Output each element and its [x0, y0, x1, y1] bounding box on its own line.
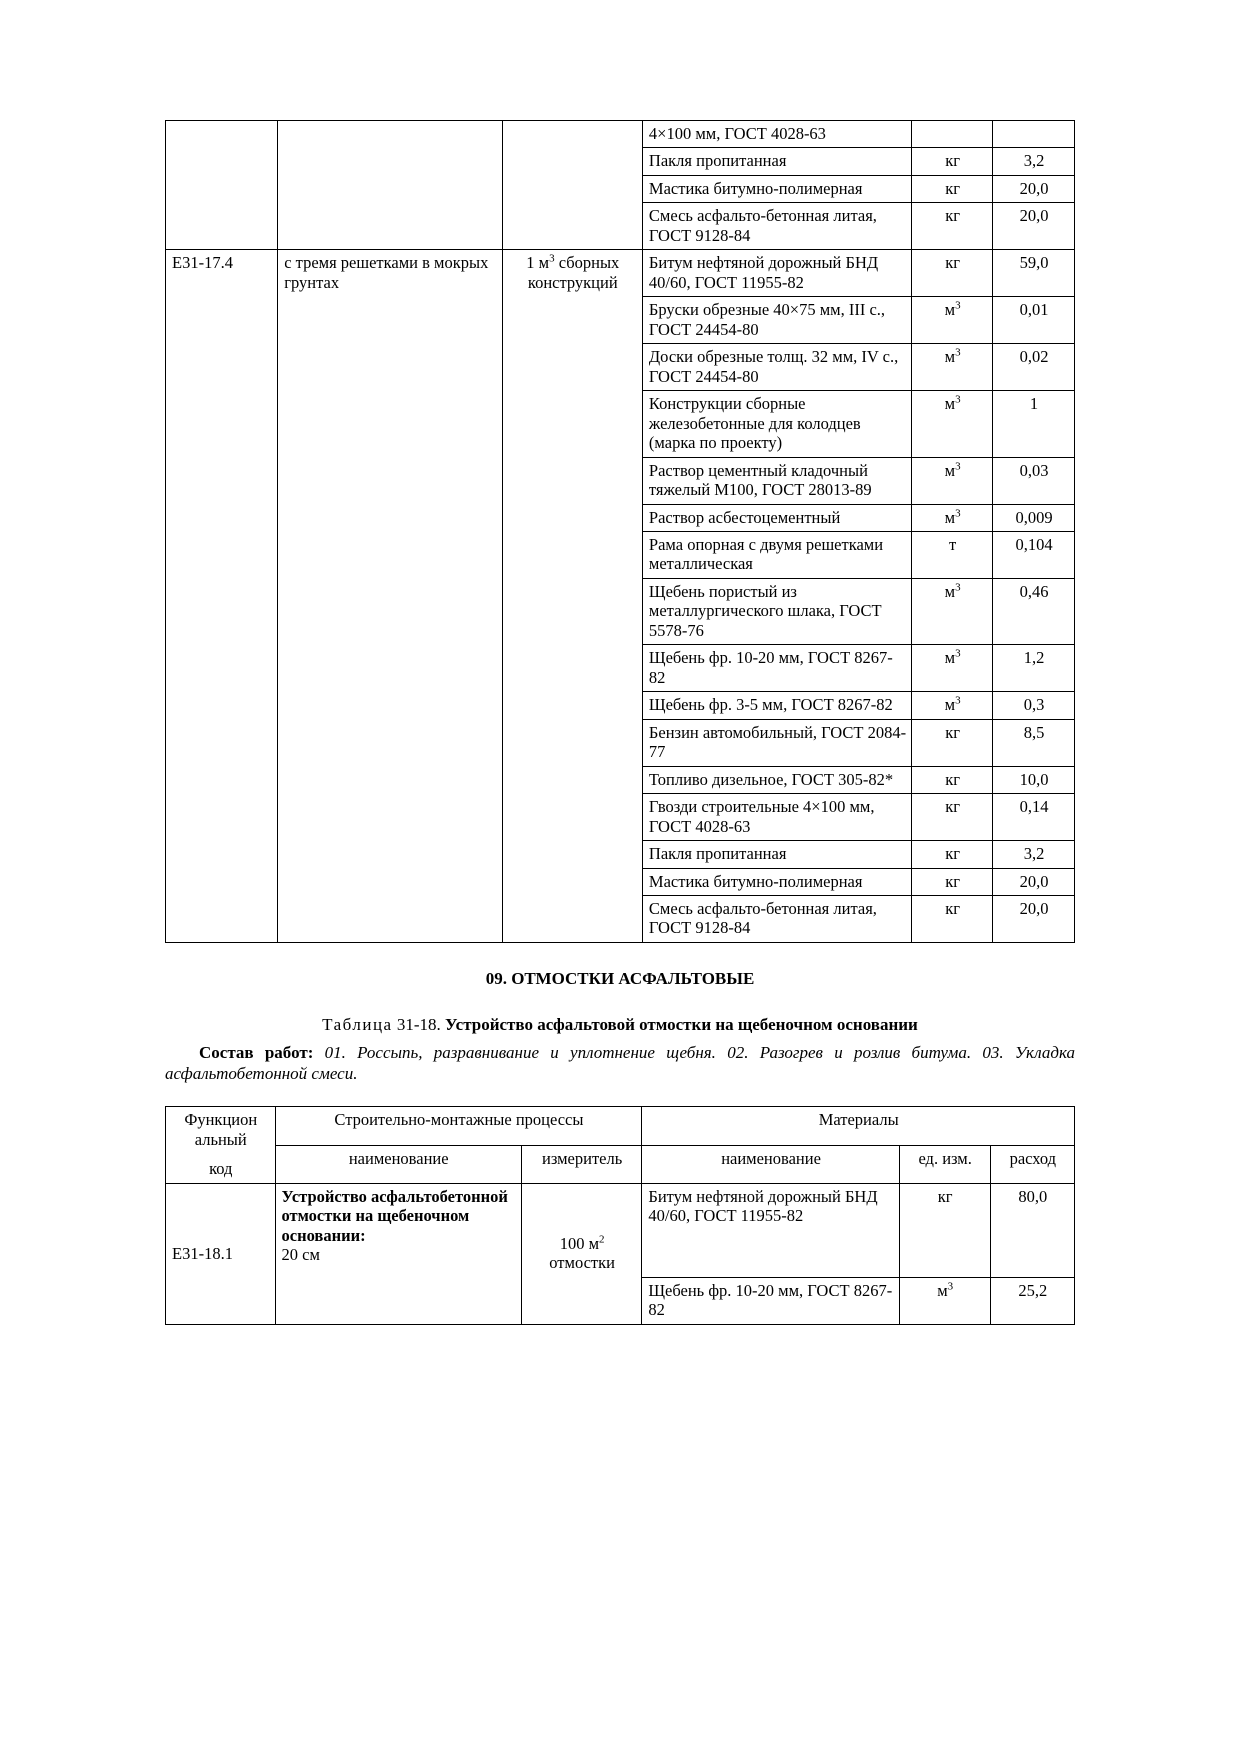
cell-qty: 0,01 [993, 297, 1075, 344]
header-process-name: наименование [275, 1145, 521, 1183]
cell-material: Смесь асфальто-бетонная литая, ГОСТ 9128-84 [642, 896, 911, 943]
cell-unit: кг [912, 148, 993, 175]
cell-unit: т [912, 531, 993, 578]
cell-unit: $м^3$ [912, 504, 993, 531]
cell-qty: 59,0 [993, 250, 1075, 297]
cell-qty: 0,009 [993, 504, 1075, 531]
asphalt-apron-table [165, 1106, 1075, 1324]
table-body [166, 121, 1075, 943]
cell-measure [521, 1183, 641, 1324]
cell-material: Битум нефтяной дорожный БНД 40/60, ГОСТ 11955-82 [642, 250, 911, 297]
cell-qty: 0,02 [993, 344, 1075, 391]
cell-measure [502, 121, 642, 250]
header-line-3: код [209, 1159, 233, 1179]
cell-unit: $м^3$ [912, 578, 993, 644]
cell-material: Доски обрезные толщ. 32 мм, IV с., ГОСТ 24454-80 [642, 344, 911, 391]
header-materials-group: Материалы [642, 1107, 1075, 1145]
header-material-unit: ед. изм. [899, 1145, 990, 1183]
cell-material: Пакля пропитанная [642, 841, 911, 868]
cell-qty: 20,0 [993, 175, 1075, 202]
cell-qty [993, 121, 1075, 148]
cell-code: Е31-17.4 [166, 250, 278, 943]
cell-unit: $м^3$ [912, 645, 993, 692]
cell-qty: 0,104 [993, 531, 1075, 578]
cell-material: Раствор цементный кладочный тяжелый М100, ГОСТ 28013-89 [642, 457, 911, 504]
cell-material: Щебень фр. 10-20 мм, ГОСТ 8267-82 [642, 1277, 899, 1324]
cell-qty: 1 [993, 391, 1075, 457]
cell-material: 4×100 мм, ГОСТ 4028-63 [642, 121, 911, 148]
table-header-row [166, 1107, 1075, 1145]
cell-unit: $м^3$ [912, 297, 993, 344]
composition-text: 01. Россыпь, разравнивание и уплотнение щебня. 02. Разогрев и розлив битума. 03. Укладка асфальтобетонной смеси. [165, 1042, 1075, 1084]
table-row [166, 250, 1075, 297]
composition-paragraph [165, 1042, 1075, 1085]
cell-unit: кг [912, 868, 993, 895]
cell-unit: кг [912, 250, 993, 297]
cell-material: Щебень фр. 10-20 мм, ГОСТ 8267-82 [642, 645, 911, 692]
cell-unit: кг [912, 841, 993, 868]
cell-qty: 0,46 [993, 578, 1075, 644]
cell-qty: 0,3 [993, 692, 1075, 719]
cell-material: Бруски обрезные 40×75 мм, III с., ГОСТ 24454-80 [642, 297, 911, 344]
table-body [166, 1107, 1075, 1324]
cell-unit: кг [912, 896, 993, 943]
cell-material: Смесь асфальто-бетонная литая, ГОСТ 9128-84 [642, 203, 911, 250]
header-material-consumption: расход [990, 1145, 1074, 1183]
header-line-1: Функцион [184, 1110, 258, 1130]
measure-line-2: отмостки [549, 1253, 615, 1273]
header-processes-group: Строительно-монтажные процессы [275, 1107, 642, 1145]
section-heading: 09. ОТМОСТКИ АСФАЛЬТОВЫЕ [485, 968, 755, 988]
cell-qty: 8,5 [993, 719, 1075, 766]
table-row [166, 121, 1075, 148]
cell-qty: 80,0 [990, 1183, 1074, 1277]
cell-unit: кг [912, 766, 993, 793]
caption-prefix: Таблица [322, 1014, 393, 1034]
cell-unit: кг [912, 175, 993, 202]
materials-table-continuation [165, 120, 1075, 943]
cell-material: Щебень фр. 3-5 мм, ГОСТ 8267-82 [642, 692, 911, 719]
cell-material: Конструкции сборные железобетонные для колодцев (марка по проекту) [642, 391, 911, 457]
cell-qty: 0,14 [993, 794, 1075, 841]
header-process-measure: измеритель [521, 1145, 641, 1183]
cell-unit: $м^3$ [899, 1277, 990, 1324]
header-line-2: альный [194, 1129, 247, 1149]
cell-material: Мастика битумно-полимерная [642, 868, 911, 895]
cell-material: Мастика битумно-полимерная [642, 175, 911, 202]
table-header-row [166, 1145, 1075, 1183]
cell-qty: 25,2 [990, 1277, 1074, 1324]
composition-label: Состав работ: [199, 1042, 314, 1062]
cell-unit: $м^3$ [912, 692, 993, 719]
measure-line-1: 100 $м^2$ [559, 1233, 605, 1253]
caption-number: 31-18. [396, 1014, 441, 1034]
cell-unit: кг [912, 203, 993, 250]
cell-qty: 3,2 [993, 148, 1075, 175]
cell-code [166, 121, 278, 250]
cell-unit: $м^3$ [912, 457, 993, 504]
cell-qty: 20,0 [993, 896, 1075, 943]
cell-material: Рама опорная с двумя решетками металлическая [642, 531, 911, 578]
cell-material: Щебень пористый из металлургического шлака, ГОСТ 5578-76 [642, 578, 911, 644]
cell-process: с тремя решетками в мокрых грунтах [278, 250, 502, 943]
header-functional-code [166, 1107, 276, 1183]
cell-material: Пакля пропитанная [642, 148, 911, 175]
cell-process [275, 1183, 521, 1324]
cell-unit: кг [912, 794, 993, 841]
cell-qty: 10,0 [993, 766, 1075, 793]
cell-qty: 20,0 [993, 203, 1075, 250]
cell-qty: 3,2 [993, 841, 1075, 868]
cell-unit: $м^3$ [912, 391, 993, 457]
cell-material: Раствор асбестоцементный [642, 504, 911, 531]
cell-material: Гвозди строительные 4×100 мм, ГОСТ 4028-63 [642, 794, 911, 841]
cell-unit: кг [899, 1183, 990, 1277]
cell-material: Битум нефтяной дорожный БНД 40/60, ГОСТ 11955-82 [642, 1183, 899, 1277]
cell-material: Бензин автомобильный, ГОСТ 2084-77 [642, 719, 911, 766]
cell-process-rest: 20 см [281, 1245, 320, 1265]
cell-measure: 1 $м^3$ сборных конструкций [502, 250, 642, 943]
cell-process-bold: Устройство асфальтобетонной отмостки на щебеночном основании: [281, 1186, 508, 1245]
cell-material: Топливо дизельное, ГОСТ 305-82* [642, 766, 911, 793]
cell-unit: кг [912, 719, 993, 766]
cell-qty: 0,03 [993, 457, 1075, 504]
caption-title: Устройство асфальтовой отмостки на щебеночном основании [445, 1014, 918, 1034]
cell-code: Е31-18.1 [166, 1183, 276, 1324]
cell-qty: 1,2 [993, 645, 1075, 692]
table-row [166, 1183, 1075, 1277]
cell-unit [912, 121, 993, 148]
header-material-name: наименование [642, 1145, 899, 1183]
cell-process [278, 121, 502, 250]
cell-qty: 20,0 [993, 868, 1075, 895]
cell-unit: $м^3$ [912, 344, 993, 391]
table-caption [165, 1015, 1075, 1035]
